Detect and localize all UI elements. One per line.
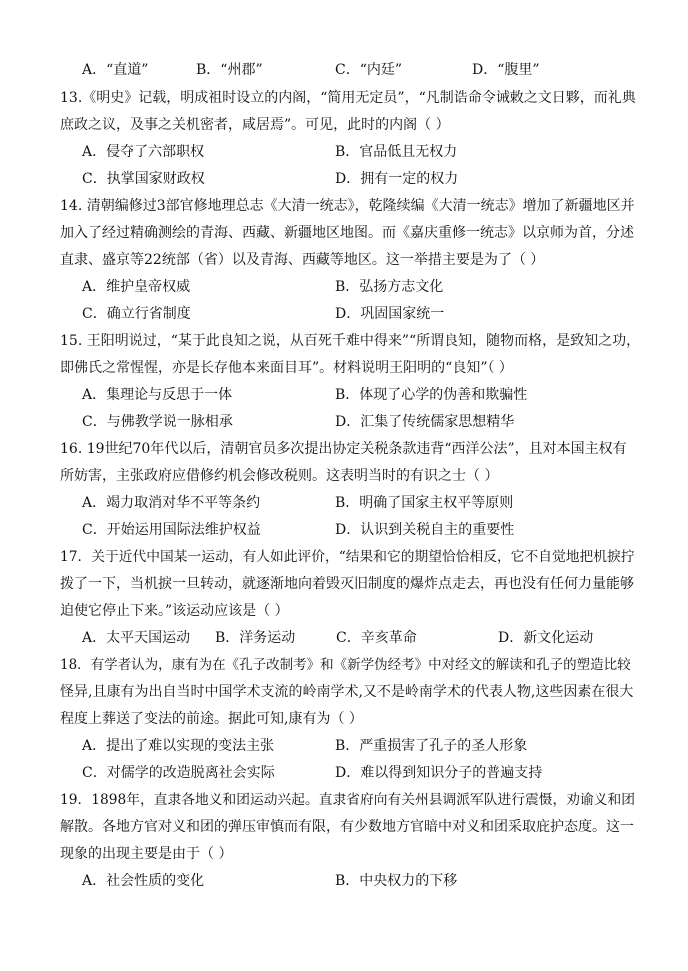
question-19-text: 19．1898年，直隶各地义和团运动兴起。直隶省府向有关州县调派军队进行震慑，劝谕义和团	[60, 792, 635, 808]
q15-option-a[interactable]: A．集理论与反思于一体	[82, 387, 233, 403]
q18-option-b[interactable]: B．严重损害了孔子的圣人形象	[335, 738, 528, 754]
question-18-text: 18．有学者认为，康有为在《孔子改制考》和《新学伪经考》中对经文的解读和孔子的塑造比较	[60, 657, 631, 673]
q13-option-c[interactable]: C．执掌国家财政权	[82, 171, 205, 187]
q17-option-a[interactable]: A．太平天国运动	[82, 630, 191, 646]
q17-option-c[interactable]: C．辛亥革命	[336, 630, 417, 646]
q16-option-b[interactable]: B．明确了国家主权平等原则	[335, 495, 514, 511]
q17-option-b[interactable]: B．洋务运动	[215, 630, 296, 646]
q14-option-c[interactable]: C．确立行省制度	[82, 306, 191, 322]
q19-option-b[interactable]: B．中央权力的下移	[335, 873, 458, 889]
q19-option-a[interactable]: A．社会性质的变化	[82, 873, 205, 889]
question-18-text: 怪异,且康有为出自当时中国学术支流的岭南学术,又不是岭南学术的代表人物,这些因素在很大	[60, 684, 634, 700]
question-14-text: 加入了经过精确测绘的青海、西藏、新疆地区地图。而《嘉庆重修一统志》以京师为首，分述	[60, 225, 634, 241]
question-19-text: 解散。各地方官对义和团的弹压审慎而有限，有少数地方官暗中对义和团采取庇护态度。这一	[60, 819, 634, 835]
question-13-text: 庶政之议，及事之关机密者，咸居焉”。可见，此时的内阁（ ）	[60, 117, 450, 133]
prev-option-d[interactable]: D．“腹里”	[472, 62, 540, 78]
q16-option-c[interactable]: C．开始运用国际法维护权益	[82, 522, 261, 538]
q15-option-d[interactable]: D．汇集了传统儒家思想精华	[335, 414, 515, 430]
q15-option-b[interactable]: B．体现了心学的伪善和欺骗性	[335, 387, 528, 403]
q18-option-a[interactable]: A．提出了难以实现的变法主张	[82, 738, 275, 754]
question-17-text: 拨了一下，当机捩一旦转动，就逐渐地向着毁灭旧制度的爆炸点走去，再也没有任何力量能够	[60, 576, 634, 592]
q13-option-b[interactable]: B．官品低且无权力	[335, 144, 458, 160]
question-19-text: 现象的出现主要是由于（ ）	[60, 846, 233, 862]
q14-option-d[interactable]: D．巩固国家统一	[335, 306, 445, 322]
question-18-text: 程度上葬送了变法的前途。据此可知,康有为（ ）	[60, 711, 363, 727]
question-13-text: 13.《明史》记载，明成祖时设立的内阁，“简用无定员”，“凡制诰命令诫敕之文日夥，而礼典	[60, 90, 636, 106]
question-17-text: 17．关于近代中国某一运动，有人如此评价，“结果和它的期望恰恰相反，它不自觉地把机捩拧	[60, 549, 635, 565]
prev-option-a[interactable]: A．“直道”	[82, 62, 149, 78]
question-16-text: 所妨害，主张政府应借修约机会修改税则。这表明当时的有识之士（ ）	[60, 468, 499, 484]
question-16-text: 16. 19世纪70年代以后，清朝官员多次提出协定关税条款违背“西洋公法”，且对本国主权有	[60, 441, 627, 457]
q13-option-d[interactable]: D．拥有一定的权力	[335, 171, 459, 187]
q16-option-d[interactable]: D．认识到关税自主的重要性	[335, 522, 515, 538]
prev-option-b[interactable]: B．“州郡”	[196, 62, 263, 78]
question-14-text: 14. 清朝编修过3部官修地理总志《大清一统志》，乾隆续编《大清一统志》增加了新疆地区并	[60, 198, 635, 214]
q13-option-a[interactable]: A．侵夺了六部职权	[82, 144, 205, 160]
prev-option-c[interactable]: C．“内廷”	[335, 62, 403, 78]
q16-option-a[interactable]: A．竭力取消对华不平等条约	[82, 495, 261, 511]
q18-option-d[interactable]: D．难以得到知识分子的普遍支持	[335, 765, 543, 781]
q14-option-b[interactable]: B．弘扬方志文化	[335, 279, 444, 295]
question-17-text: 迫使它停止下来。”该运动应该是（ ）	[60, 603, 289, 619]
q14-option-a[interactable]: A．维护皇帝权威	[82, 279, 191, 295]
q17-option-d[interactable]: D．新文化运动	[498, 630, 594, 646]
question-15-text: 15. 王阳明说过，“某于此良知之说，从百死千难中得来”“所谓良知，随物而格，是致知之功，	[60, 333, 641, 349]
question-14-text: 直隶、盛京等22统部（省）以及青海、西藏等地区。这一举措主要是为了（ ）	[60, 252, 545, 268]
question-15-text: 即佛氏之常惺惺，亦是长存他本来面目耳”。材料说明王阳明的“良知”（ ）	[60, 360, 513, 376]
q18-option-c[interactable]: C．对儒学的改造脱离社会实际	[82, 765, 275, 781]
q15-option-c[interactable]: C．与佛教学说一脉相承	[82, 414, 233, 430]
